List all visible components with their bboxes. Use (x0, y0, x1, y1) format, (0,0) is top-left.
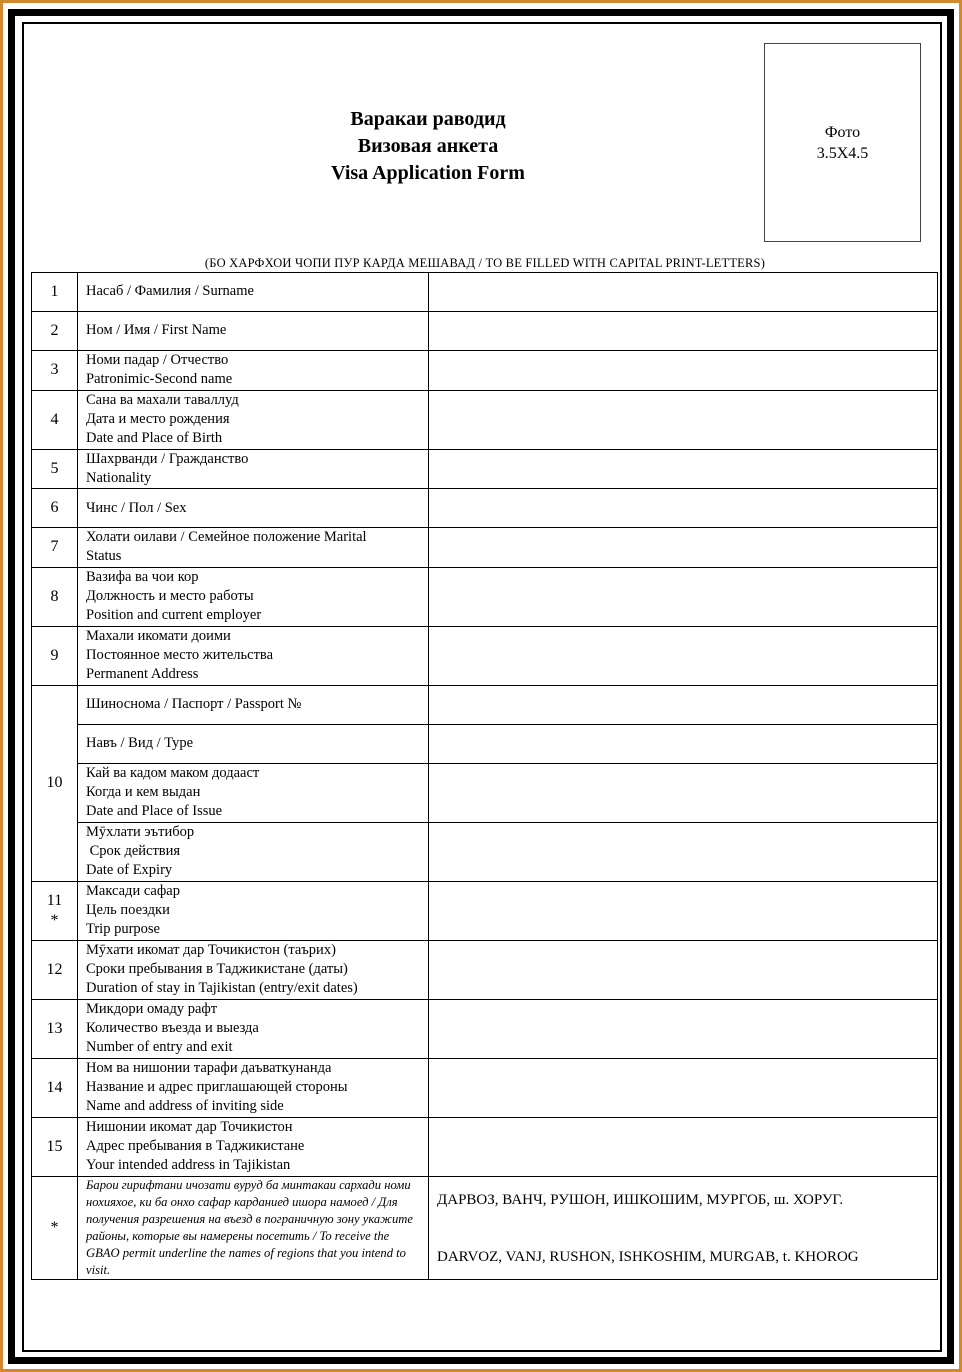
photo-size: 3.5X4.5 (816, 145, 869, 162)
form-row-passport-number (32, 685, 938, 724)
title-english: Visa Application Form (331, 162, 525, 184)
marital-status-input[interactable] (429, 528, 938, 568)
issue-input[interactable] (429, 763, 938, 822)
form-row-nationality (32, 449, 938, 489)
expiry-input[interactable] (429, 822, 938, 881)
field-label-first-name: Ном / Имя / First Name (78, 312, 429, 351)
field-label-birth: Сана ва махали таваллуд Дата и место рождения Date and Place of Birth (78, 390, 429, 449)
field-label-patronymic: Номи падар / Отчество Patronimic-Second name (78, 351, 429, 391)
row-number: 7 (32, 528, 78, 568)
form-title (248, 106, 608, 187)
gbao-regions-cell[interactable] (429, 1176, 938, 1279)
required-mark: * (50, 911, 59, 929)
trip-purpose-input[interactable] (429, 881, 938, 940)
inviting-side-input[interactable] (429, 1058, 938, 1117)
row-number: 5 (32, 449, 78, 489)
form-row-first-name (32, 312, 938, 351)
photo-placeholder[interactable] (764, 43, 921, 242)
row-number: 8 (32, 567, 78, 626)
field-label-duration: Мӯхати икомат дар Точикистон (таърих) Сроки пребывания в Таджикистане (даты) Duration of stay in Tajikistan (entry/exit dates) (78, 940, 429, 999)
field-label-intended-address: Нишонии икомат дар Точикистон Адрес пребывания в Таджикистане Your intended address in Tajikistan (78, 1117, 429, 1176)
row-number: 6 (32, 489, 78, 528)
surname-input[interactable] (429, 273, 938, 312)
form-row-sex (32, 489, 938, 528)
field-label-passport-number: Шиноснома / Паспорт / Passport № (78, 685, 429, 724)
field-label-address: Махали икомати доими Постоянное место жительства Permanent Address (78, 626, 429, 685)
row-number: 15 (32, 1117, 78, 1176)
first-name-input[interactable] (429, 312, 938, 351)
form-row-inviting-side (32, 1058, 938, 1117)
field-label-trip-purpose: Максади сафар Цель поездки Trip purpose (78, 881, 429, 940)
address-input[interactable] (429, 626, 938, 685)
form-row-gbao-permit (32, 1176, 938, 1279)
row-number: 3 (32, 351, 78, 391)
row-number: 9 (32, 626, 78, 685)
gbao-regions-en[interactable]: DARVOZ, VANJ, RUSHON, ISHKOSHIM, MURGAB, t. KHOROG (437, 1249, 859, 1266)
gbao-note: Барои гирифтани ичозати вуруд ба минтакаи сархади номи нохияхое, ки ба онхо сафар карданиед ишора намоед / Для получения разрешения на въезд в пограничную зону укажите районы, которые вы намерены посетить / To receive the GBAO permit underline the names of regions that you intend to visit. (78, 1176, 429, 1279)
field-label-issue: Кай ва кадом маком додааст Когда и кем выдан Date and Place of Issue (78, 763, 429, 822)
form-row-intended-address (32, 1117, 938, 1176)
nationality-input[interactable] (429, 449, 938, 489)
row-number: 13 (32, 999, 78, 1058)
birth-input[interactable] (429, 390, 938, 449)
field-label-sex: Чинс / Пол / Sex (78, 489, 429, 528)
employer-input[interactable] (429, 567, 938, 626)
form-row-duration (32, 940, 938, 999)
field-label-passport-type: Навъ / Вид / Type (78, 724, 429, 763)
form-row-expiry (32, 822, 938, 881)
field-label-entries: Микдори омаду рафт Количество въезда и выезда Number of entry and exit (78, 999, 429, 1058)
fill-instruction: (БО ХАРФХОИ ЧОПИ ПУР КАРДА МЕШАВАД / TO BE FILLED WITH CAPITAL PRINT-LETTERS) (204, 256, 766, 270)
row-number: 11 * (32, 881, 78, 940)
form-row-birth (32, 390, 938, 449)
row-number: 2 (32, 312, 78, 351)
form-row-entries (32, 999, 938, 1058)
sex-input[interactable] (429, 489, 938, 528)
form-row-employer (32, 567, 938, 626)
field-label-nationality: Шахрванди / Гражданство Nationality (78, 449, 429, 489)
row-number: 4 (32, 390, 78, 449)
duration-input[interactable] (429, 940, 938, 999)
row-number: 1 (32, 273, 78, 312)
passport-number-input[interactable] (429, 685, 938, 724)
application-table (31, 272, 938, 1280)
form-row-issue (32, 763, 938, 822)
intended-address-input[interactable] (429, 1117, 938, 1176)
row-number: 12 (32, 940, 78, 999)
form-row-passport-type (32, 724, 938, 763)
gbao-regions-ru[interactable]: ДАРВОЗ, ВАНЧ, РУШОН, ИШКОШИМ, МУРГОБ, ш. ХОРУГ. (437, 1192, 844, 1209)
form-row-marital-status (32, 528, 938, 568)
field-label-expiry: Мӯхлати эътибор Срок действия Date of Expiry (78, 822, 429, 881)
row-number: 10 (32, 685, 78, 881)
passport-type-input[interactable] (429, 724, 938, 763)
title-russian: Визовая анкета (357, 135, 499, 157)
entries-input[interactable] (429, 999, 938, 1058)
form-row-trip-purpose (32, 881, 938, 940)
form-row-patronymic (32, 351, 938, 391)
field-label-inviting-side: Ном ва нишонии тарафи даъваткунанда Название и адрес приглашающей стороны Name and address of inviting side (78, 1058, 429, 1117)
form-row-address (32, 626, 938, 685)
field-label-surname: Насаб / Фамилия / Surname (78, 273, 429, 312)
form-row-surname (32, 273, 938, 312)
row-number: 14 (32, 1058, 78, 1117)
photo-label: Фото (824, 124, 861, 141)
required-mark: * (32, 1176, 78, 1279)
field-label-marital-status: Холати оилави / Семейное положение Marital Status (78, 528, 429, 568)
field-label-employer: Вазифа ва чои кор Должность и место работы Position and current employer (78, 567, 429, 626)
title-tajik: Варакаи раводид (350, 108, 506, 130)
patronymic-input[interactable] (429, 351, 938, 391)
